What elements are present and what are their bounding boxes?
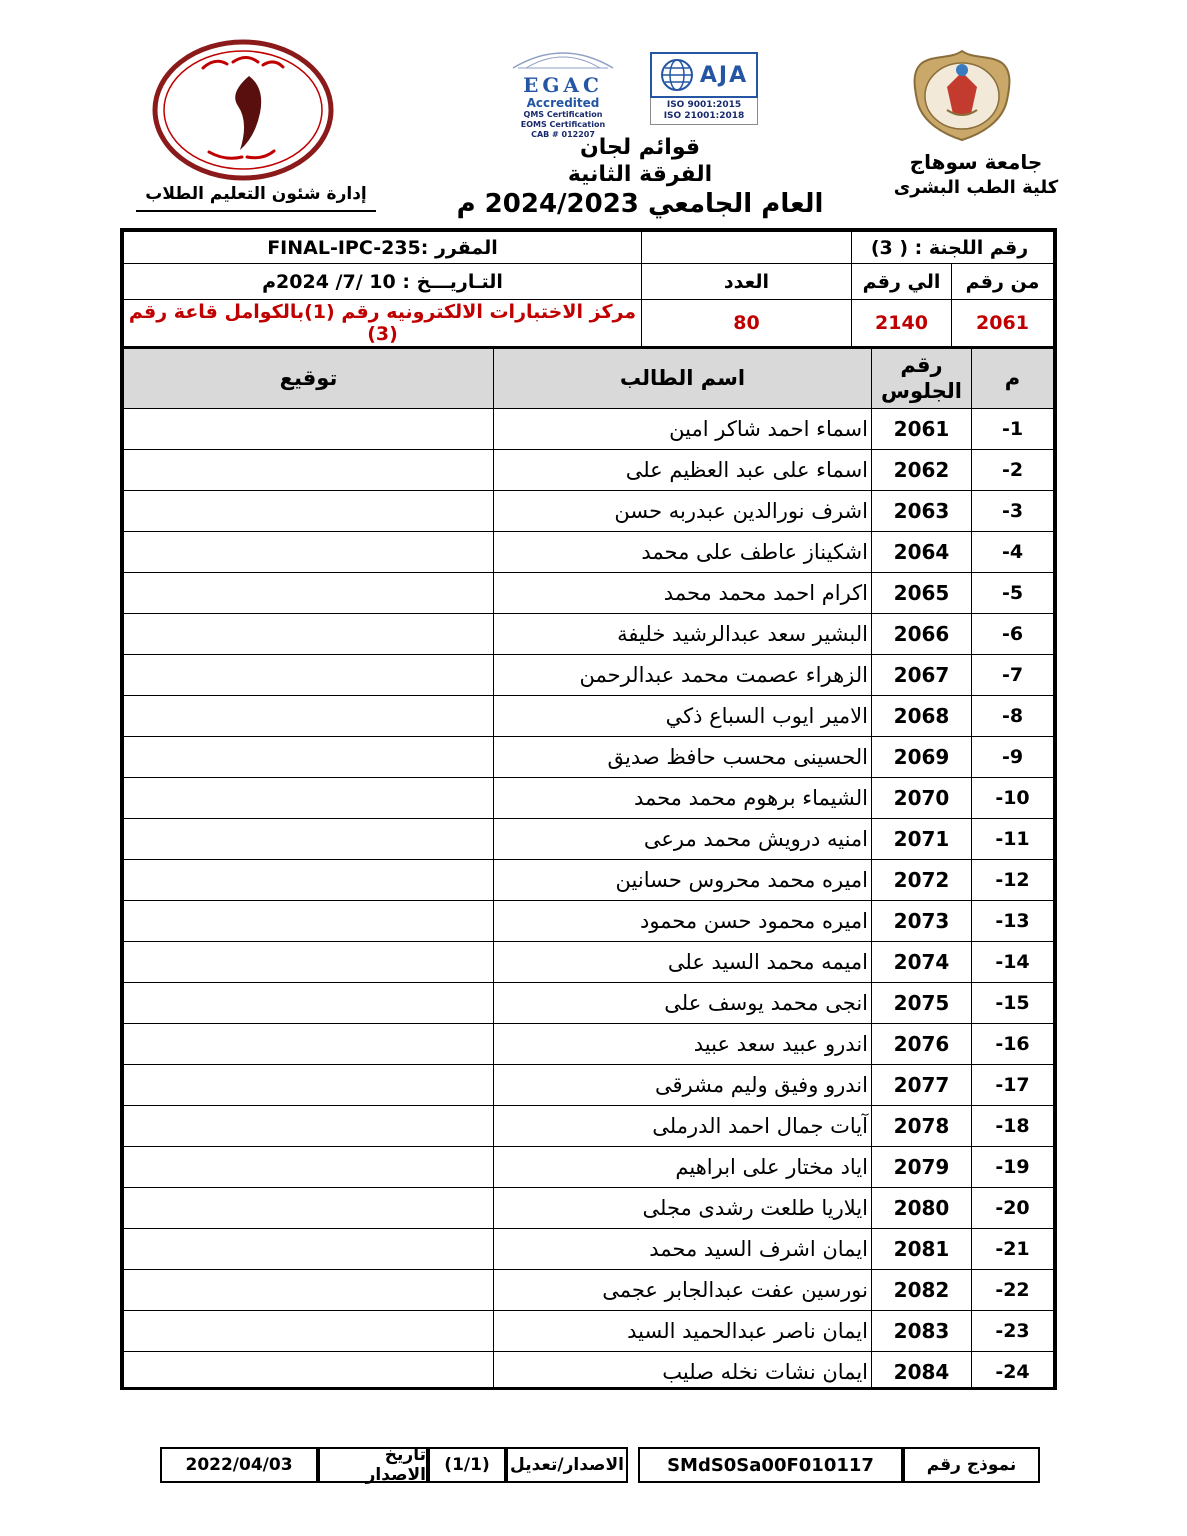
student-seat-number: 2078	[872, 1105, 972, 1146]
course-code-cell: المقرر :FINAL-IPC-235	[124, 232, 642, 264]
student-name: الامير ايوب السباع ذكي	[494, 695, 872, 736]
signature-cell	[124, 941, 494, 982]
signature-cell	[124, 736, 494, 777]
student-index: -15	[972, 982, 1054, 1023]
student-row	[124, 408, 1054, 449]
signature-cell	[124, 654, 494, 695]
student-index: -16	[972, 1023, 1054, 1064]
student-seat-number: 2065	[872, 572, 972, 613]
student-name: اشرف نورالدين عبدربه حسن	[494, 490, 872, 531]
signature-cell	[124, 859, 494, 900]
signature-cell	[124, 818, 494, 859]
signature-cell	[124, 1064, 494, 1105]
signature-cell	[124, 613, 494, 654]
student-name: الشيماء برهوم محمد محمد	[494, 777, 872, 818]
student-row	[124, 1269, 1054, 1310]
student-name: اميره محمود حسن محمود	[494, 900, 872, 941]
egac-qms-line: QMS Certification	[523, 110, 603, 119]
student-seat-number: 2071	[872, 818, 972, 859]
signature-cell	[124, 1146, 494, 1187]
student-row	[124, 613, 1054, 654]
student-index: -10	[972, 777, 1054, 818]
student-row	[124, 654, 1054, 695]
student-seat-number: 2083	[872, 1310, 972, 1351]
aja-accreditation-logo	[650, 52, 758, 125]
student-row	[124, 695, 1054, 736]
student-seat-number: 2064	[872, 531, 972, 572]
aja-iso-labels	[650, 98, 758, 125]
signature-cell	[124, 1228, 494, 1269]
student-seat-number: 2062	[872, 449, 972, 490]
university-names	[886, 148, 1066, 200]
signature-cell	[124, 531, 494, 572]
student-index: -12	[972, 859, 1054, 900]
student-index: -20	[972, 1187, 1054, 1228]
count-header: العدد	[641, 264, 851, 300]
university-name: جامعة سوهاج	[909, 150, 1043, 174]
student-row	[124, 572, 1054, 613]
student-index: -22	[972, 1269, 1054, 1310]
signature-cell	[124, 1105, 494, 1146]
revision-value: (1/1)	[428, 1447, 506, 1483]
egac-cab-line: CAB # 012207	[531, 130, 595, 139]
from-number-value: 2061	[952, 300, 1054, 347]
student-index: -21	[972, 1228, 1054, 1269]
student-seat-number: 2082	[872, 1269, 972, 1310]
student-row	[124, 490, 1054, 531]
student-name: اياد مختار على ابراهيم	[494, 1146, 872, 1187]
from-number-header: من رقم	[952, 264, 1054, 300]
count-value: 80	[641, 300, 851, 347]
student-name: ايمان ناصر عبدالحميد السيد	[494, 1310, 872, 1351]
student-seat-number: 2076	[872, 1023, 972, 1064]
student-row	[124, 531, 1054, 572]
signature-cell	[124, 982, 494, 1023]
student-row	[124, 1228, 1054, 1269]
student-seat-number: 2061	[872, 408, 972, 449]
egac-accredited-label: Accredited	[526, 96, 600, 110]
revision-label: الاصدار/تعديل	[506, 1447, 628, 1483]
student-name: ايمان نشات نخله صليب	[494, 1351, 872, 1390]
student-row	[124, 1351, 1054, 1390]
committee-info-table	[123, 231, 1054, 347]
student-seat-number: 2068	[872, 695, 972, 736]
student-row	[124, 1310, 1054, 1351]
student-seat-number: 2070	[872, 777, 972, 818]
header-index: م	[972, 348, 1054, 408]
student-index: -13	[972, 900, 1054, 941]
signature-cell	[124, 449, 494, 490]
student-seat-number: 2075	[872, 982, 972, 1023]
student-name: اميره محمد محروس حسانين	[494, 859, 872, 900]
faculty-name: كلية الطب البشرى	[893, 177, 1059, 198]
student-row	[124, 941, 1054, 982]
student-index: -7	[972, 654, 1054, 695]
student-row	[124, 818, 1054, 859]
student-seat-number: 2069	[872, 736, 972, 777]
students-tbody	[124, 408, 1054, 1390]
student-index: -19	[972, 1146, 1054, 1187]
committee-number-cell: رقم اللجنة : ( 3)	[851, 232, 1053, 264]
issue-date-value: 2022/04/03	[160, 1447, 318, 1483]
student-row	[124, 1187, 1054, 1228]
issue-date-label: تاريخ الاصدار	[318, 1447, 428, 1483]
student-index: -11	[972, 818, 1054, 859]
student-name: ايلاريا طلعت رشدى مجلى	[494, 1187, 872, 1228]
student-seat-number: 2081	[872, 1228, 972, 1269]
student-name: اندرو عبيد سعد عبيد	[494, 1023, 872, 1064]
title-second-year: الفرقة الثانية	[567, 162, 713, 187]
student-index: -2	[972, 449, 1054, 490]
aja-name: AJA	[699, 62, 749, 88]
student-name: الزهراء عصمت محمد عبدالرحمن	[494, 654, 872, 695]
student-row	[124, 777, 1054, 818]
exam-date-cell: التـاريـــخ : 10 /7/ 2024م	[124, 264, 642, 300]
student-index: -5	[972, 572, 1054, 613]
aja-globe-icon	[660, 58, 694, 92]
student-index: -24	[972, 1351, 1054, 1390]
student-row	[124, 982, 1054, 1023]
student-name: الحسينى محسب حافظ صديق	[494, 736, 872, 777]
student-row	[124, 1023, 1054, 1064]
student-seat-number: 2073	[872, 900, 972, 941]
signature-cell	[124, 1310, 494, 1351]
student-seat-number: 2079	[872, 1146, 972, 1187]
document-titles	[428, 134, 852, 221]
students-header-row	[124, 348, 1054, 408]
student-index: -17	[972, 1064, 1054, 1105]
student-index: -18	[972, 1105, 1054, 1146]
empty-cell	[641, 232, 851, 264]
student-row	[124, 900, 1054, 941]
student-seat-number: 2067	[872, 654, 972, 695]
header-student-name: اسم الطالب	[494, 348, 872, 408]
student-name: اكرام احمد محمد محمد	[494, 572, 872, 613]
student-row	[124, 1064, 1054, 1105]
sohag-university-emblem-icon	[903, 48, 1021, 143]
student-index: -3	[972, 490, 1054, 531]
header-signature: توقيع	[124, 348, 494, 408]
student-row	[124, 736, 1054, 777]
aja-iso-9001: ISO 9001:2015	[666, 100, 742, 110]
university-emblem-block	[901, 48, 1023, 147]
student-name: آيات جمال احمد الدرملى	[494, 1105, 872, 1146]
signature-cell	[124, 490, 494, 531]
student-row	[124, 449, 1054, 490]
student-index: -14	[972, 941, 1054, 982]
student-seat-number: 2063	[872, 490, 972, 531]
faculty-logo-block	[148, 38, 338, 187]
student-index: -23	[972, 1310, 1054, 1351]
student-index: -9	[972, 736, 1054, 777]
signature-cell	[124, 1351, 494, 1390]
form-number-label: نموذج رقم	[903, 1447, 1040, 1483]
student-name: نورسين عفت عبدالجابر عجمى	[494, 1269, 872, 1310]
student-name: اسماء احمد شاكر امين	[494, 408, 872, 449]
egac-lineart-icon	[498, 46, 628, 70]
student-row	[124, 1105, 1054, 1146]
signature-cell	[124, 1023, 494, 1064]
student-seat-number: 2084	[872, 1351, 972, 1390]
student-seat-number: 2077	[872, 1064, 972, 1105]
header-seat-number: رقم الجلوس	[872, 348, 972, 408]
egac-accreditation-logo	[488, 46, 638, 140]
signature-cell	[124, 695, 494, 736]
signature-cell	[124, 900, 494, 941]
student-index: -6	[972, 613, 1054, 654]
aja-iso-21001: ISO 21001:2018	[663, 111, 745, 121]
form-number-value: SMdS0Sa00F010117	[638, 1447, 903, 1483]
student-seat-number: 2074	[872, 941, 972, 982]
egac-eoms-line: EOMS Certification	[520, 120, 606, 129]
faculty-of-medicine-logo-icon	[151, 38, 336, 183]
student-seat-number: 2072	[872, 859, 972, 900]
to-number-value: 2140	[851, 300, 951, 347]
signature-cell	[124, 408, 494, 449]
student-name: اشكيناز عاطف على محمد	[494, 531, 872, 572]
student-name: اسماء على عبد العظيم على	[494, 449, 872, 490]
student-index: -1	[972, 408, 1054, 449]
student-index: -8	[972, 695, 1054, 736]
exam-center-cell: مركز الاختبارات الالكترونيه رقم (1)بالكوامل قاعة رقم (3)	[124, 300, 642, 347]
student-seat-number: 2066	[872, 613, 972, 654]
students-table	[123, 347, 1054, 1390]
student-name: البشير سعد عبدالرشيد خليفة	[494, 613, 872, 654]
student-index: -4	[972, 531, 1054, 572]
signature-cell	[124, 1269, 494, 1310]
to-number-header: الي رقم	[851, 264, 951, 300]
student-seat-number: 2080	[872, 1187, 972, 1228]
egac-name: EGAC	[523, 73, 603, 97]
student-row	[124, 1146, 1054, 1187]
student-name: انجى محمد يوسف على	[494, 982, 872, 1023]
student-name: ايمان اشرف السيد محمد	[494, 1228, 872, 1269]
department-label: إدارة شئون التعليم الطلاب	[136, 184, 376, 212]
signature-cell	[124, 777, 494, 818]
student-name: اندرو وفيق وليم مشرقى	[494, 1064, 872, 1105]
student-row	[124, 859, 1054, 900]
main-table-box	[120, 228, 1057, 1390]
student-name: امنيه درويش محمد مرعى	[494, 818, 872, 859]
signature-cell	[124, 572, 494, 613]
aja-logo-box	[650, 52, 758, 98]
title-committee-lists: قوائم لجان	[579, 135, 701, 160]
title-academic-year: العام الجامعي 2024/2023 م	[456, 189, 824, 219]
student-name: اميمه محمد السيد على	[494, 941, 872, 982]
signature-cell	[124, 1187, 494, 1228]
